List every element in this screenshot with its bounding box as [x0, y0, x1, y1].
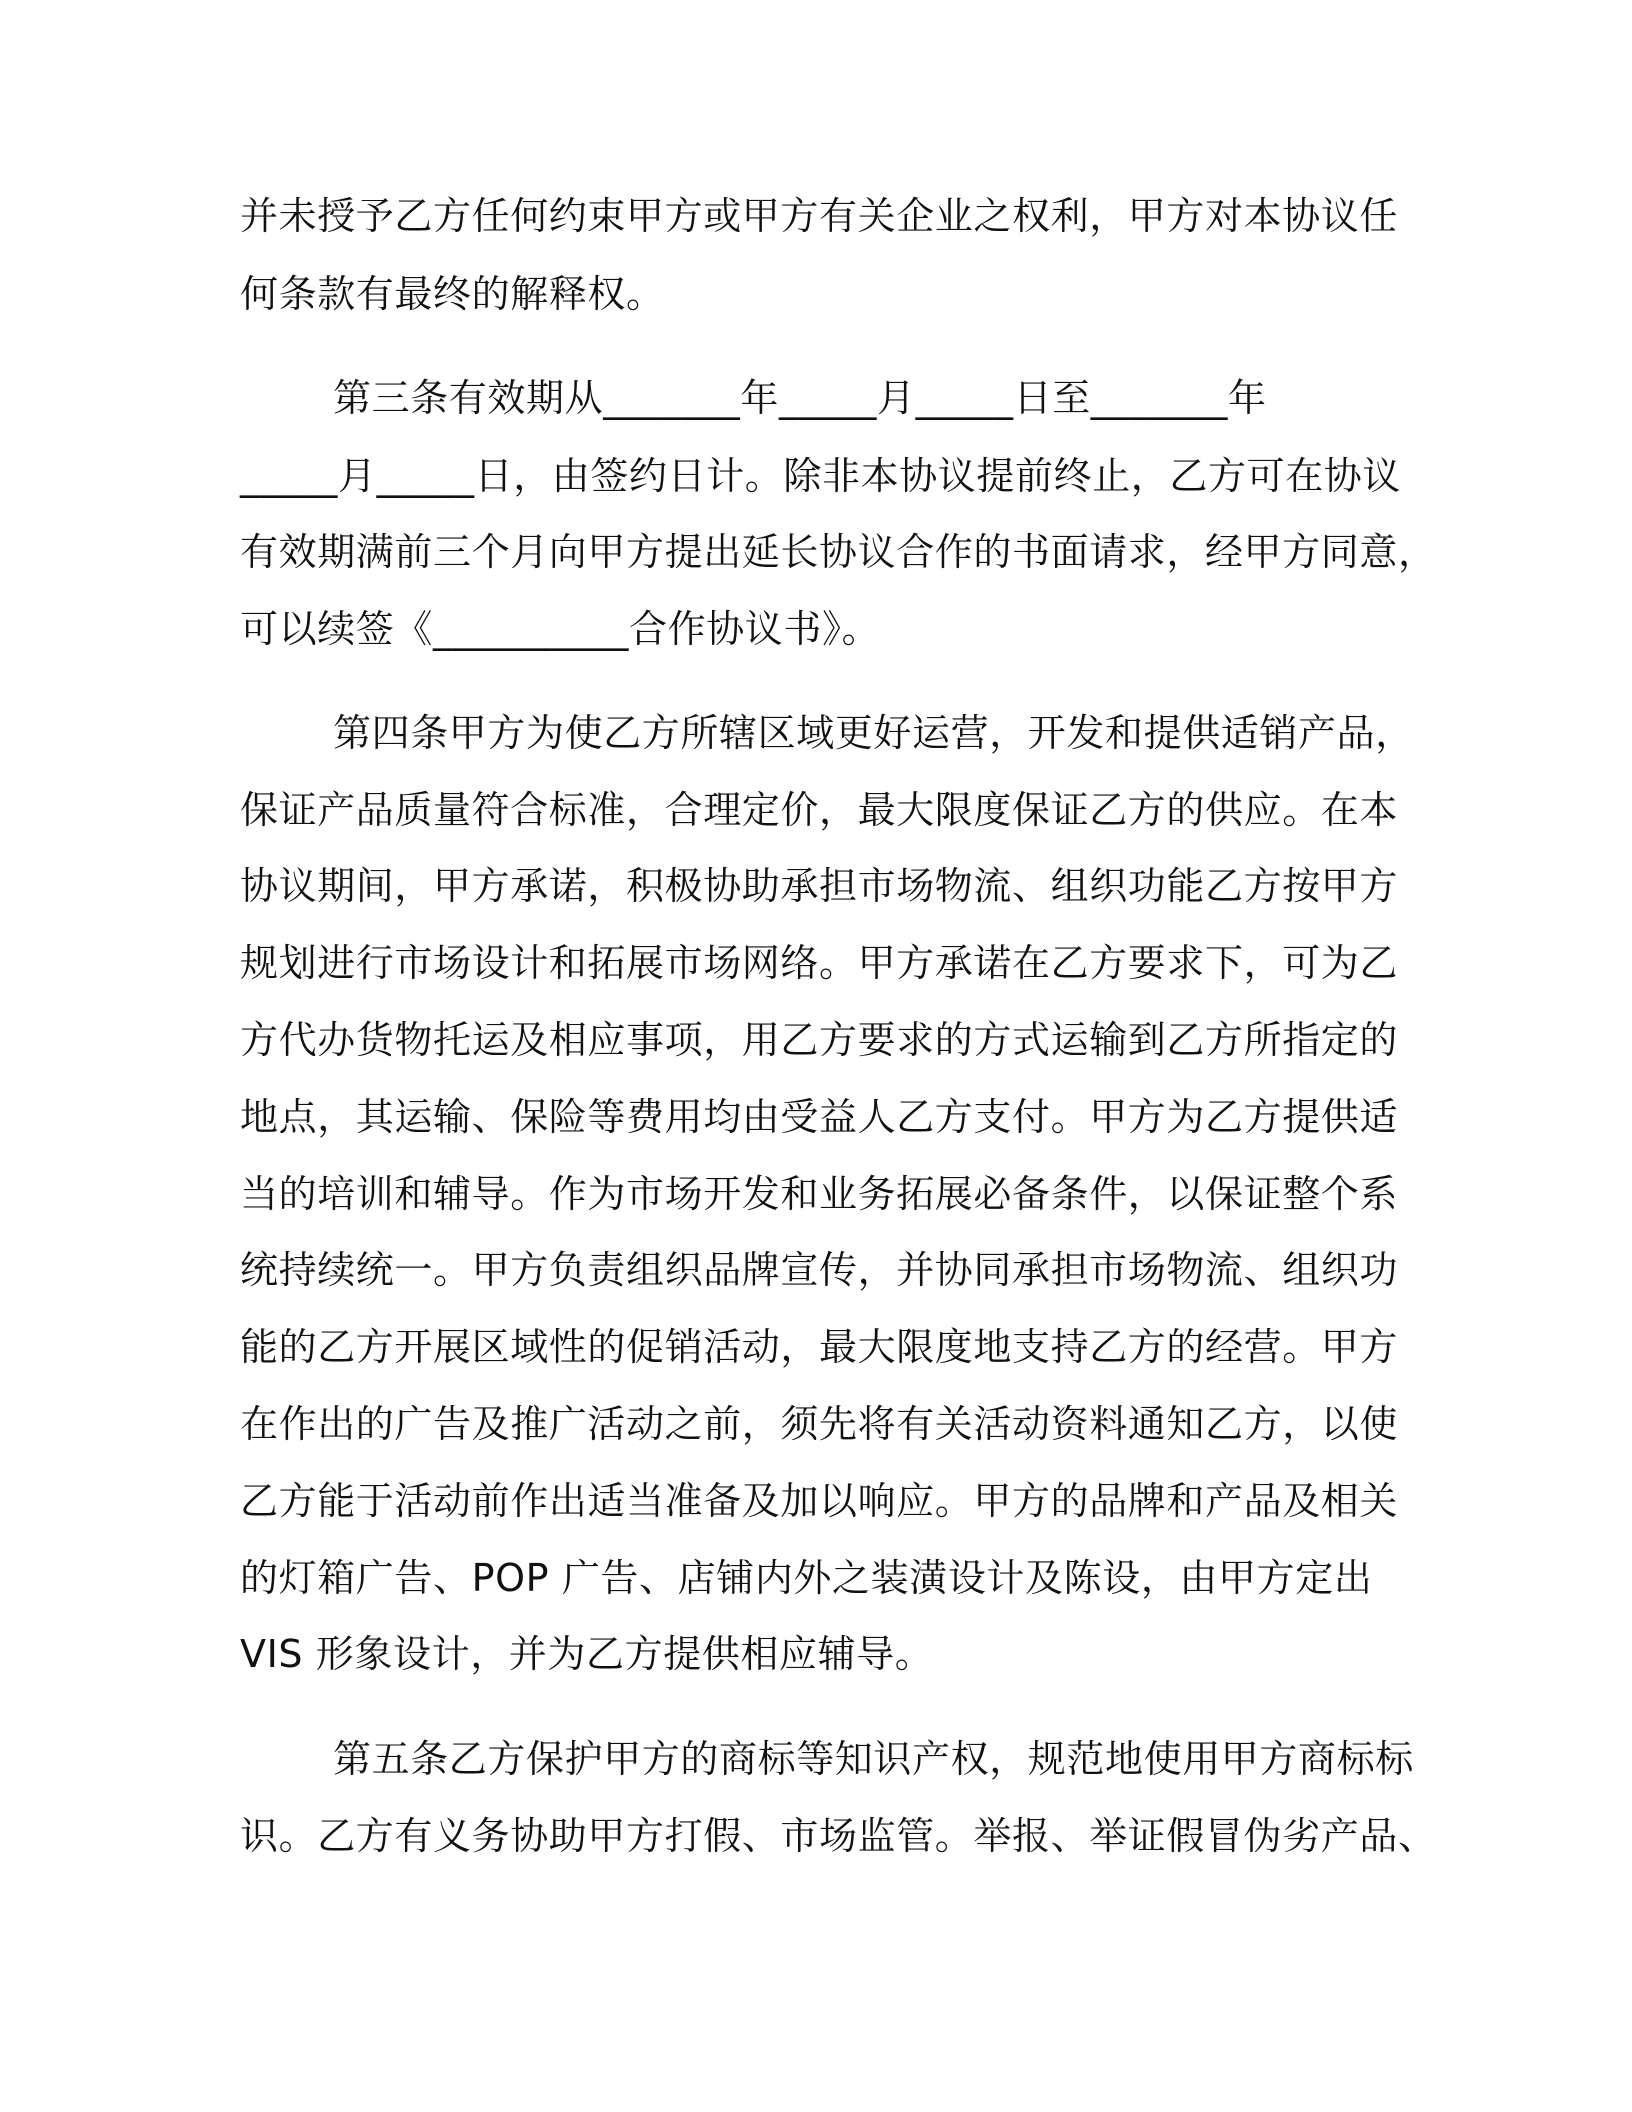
text-line: 并未授予乙方任何约束甲方或甲方有关企业之权利，甲方对本协议任 — [240, 194, 1399, 238]
text-line: 方代办货物托运及相应事项，用乙方要求的方式运输到乙方所指定的 — [240, 1018, 1399, 1062]
clause-4-heading-line: 第四条甲方为使乙方所辖区域更好运营，开发和提供适销产品， — [333, 711, 1414, 755]
text-line: 在作出的广告及推广活动之前，须先将有关活动资料通知乙方，以使 — [240, 1402, 1399, 1446]
text-line: _____月_____日，由签约日计。除非本协议提前终止，乙方可在协议 — [240, 454, 1402, 498]
text-line: 识。乙方有义务协助甲方打假、市场监管。举报、举证假冒伪劣产品、 — [240, 1814, 1437, 1858]
text-line: 有效期满前三个月向甲方提出延长协议合作的书面请求，经甲方同意， — [240, 530, 1437, 574]
text-line: 协议期间，甲方承诺，积极协助承担市场物流、组织功能乙方按甲方 — [240, 864, 1399, 908]
text-line: 可以续签《__________合作协议书》。 — [240, 607, 881, 651]
clause-5-heading-line: 第五条乙方保护甲方的商标等知识产权，规范地使用甲方商标标 — [333, 1737, 1414, 1781]
text-line: 乙方能于活动前作出适当准备及加以响应。甲方的品牌和产品及相关 — [240, 1479, 1399, 1523]
text-line: 何条款有最终的解释权。 — [240, 272, 665, 316]
text-line: 的灯箱广告、POP 广告、店铺内外之装潢设计及陈设，由甲方定出 — [240, 1556, 1373, 1600]
text-line: 统持续统一。甲方负责组织品牌宣传，并协同承担市场物流、组织功 — [240, 1248, 1399, 1292]
text-line: 当的培训和辅导。作为市场开发和业务拓展必备条件，以保证整个系 — [240, 1172, 1399, 1216]
text-line: 能的乙方开展区域性的促销活动，最大限度地支持乙方的经营。甲方 — [240, 1325, 1399, 1369]
text-line: 保证产品质量符合标准，合理定价，最大限度保证乙方的供应。在本 — [240, 788, 1399, 832]
clause-3-heading-line: 第三条有效期从_______年_____月_____日至_______年 — [333, 376, 1267, 420]
text-line: 地点，其运输、保险等费用均由受益人乙方支付。甲方为乙方提供适 — [240, 1095, 1399, 1139]
text-line: 规划进行市场设计和拓展市场网络。甲方承诺在乙方要求下，可为乙 — [240, 941, 1399, 985]
text-line: VIS 形象设计，并为乙方提供相应辅导。 — [240, 1632, 934, 1676]
